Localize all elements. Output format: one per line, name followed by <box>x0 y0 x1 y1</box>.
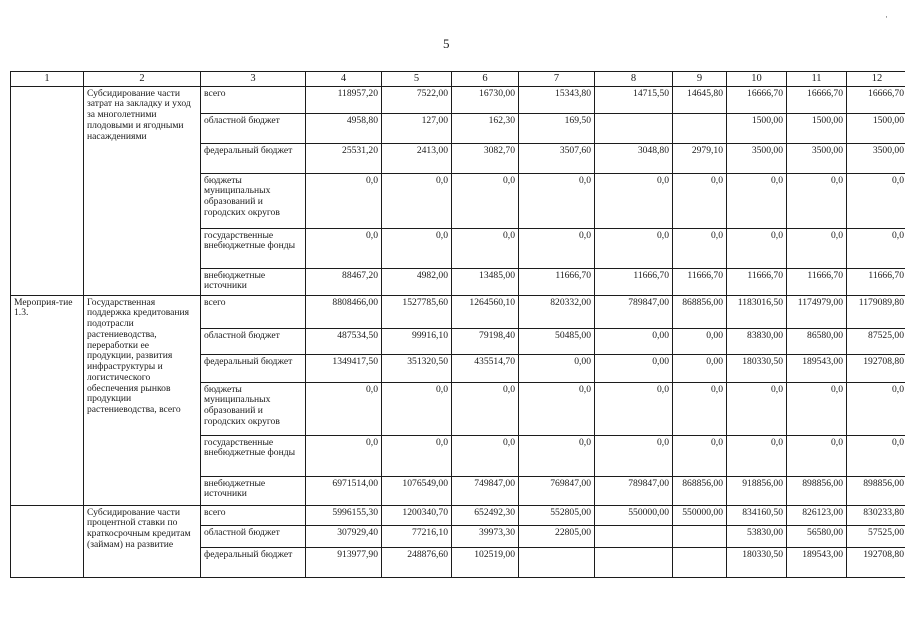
measure-title: Государственная поддержка кредитования подотрасли растениеводства, переработки ее продукции, развития инфраструктуры и логистического обеспечения рынков продукции растениеводства, всего <box>84 295 201 505</box>
value-cell: 25531,20 <box>306 143 382 173</box>
value-cell: 0,0 <box>787 173 847 228</box>
funding-source: федеральный бюджет <box>201 143 306 173</box>
value-cell: 56580,00 <box>787 525 847 547</box>
value-cell: 3048,80 <box>595 143 673 173</box>
value-cell: 1500,00 <box>727 113 787 143</box>
funding-source: областной бюджет <box>201 328 306 354</box>
value-cell: 180330,50 <box>727 547 787 577</box>
value-cell: 0,0 <box>595 173 673 228</box>
value-cell <box>595 547 673 577</box>
table-body <box>11 72 905 578</box>
value-cell: 189543,00 <box>787 354 847 382</box>
value-cell: 15343,80 <box>519 86 595 113</box>
value-cell: 830233,80 <box>847 505 905 525</box>
value-cell: 3500,00 <box>847 143 905 173</box>
value-cell: 1264560,10 <box>452 295 519 328</box>
measure-title: Субсидирование части процентной ставки по краткосрочным кредитам (займам) на развитие <box>84 505 201 577</box>
budget-table <box>10 71 905 578</box>
value-cell: 2413,00 <box>382 143 452 173</box>
value-cell: 5996155,30 <box>306 505 382 525</box>
value-cell: 0,0 <box>787 228 847 268</box>
funding-source: всего <box>201 505 306 525</box>
value-cell: 1500,00 <box>787 113 847 143</box>
value-cell: 0,0 <box>306 173 382 228</box>
value-cell: 3507,60 <box>519 143 595 173</box>
value-cell: 307929,40 <box>306 525 382 547</box>
value-cell: 789847,00 <box>595 295 673 328</box>
funding-source: бюджеты муниципальных образований и городских округов <box>201 382 306 435</box>
col-header: 1 <box>11 72 84 87</box>
value-cell: 1349417,50 <box>306 354 382 382</box>
value-cell: 4982,00 <box>382 268 452 295</box>
measure-code: Мероприя-тие 1.3. <box>11 295 84 505</box>
value-cell: 0,00 <box>595 328 673 354</box>
value-cell: 820332,00 <box>519 295 595 328</box>
value-cell: 11666,70 <box>847 268 905 295</box>
table-row <box>11 295 905 328</box>
value-cell: 57525,00 <box>847 525 905 547</box>
value-cell: 102519,00 <box>452 547 519 577</box>
col-header: 7 <box>519 72 595 87</box>
value-cell: 913977,90 <box>306 547 382 577</box>
scan-speck: · <box>885 12 888 22</box>
value-cell: 118957,20 <box>306 86 382 113</box>
value-cell: 83830,00 <box>727 328 787 354</box>
value-cell: 0,0 <box>847 435 905 476</box>
page-number: 5 <box>443 36 450 51</box>
value-cell: 0,00 <box>673 328 727 354</box>
value-cell: 652492,30 <box>452 505 519 525</box>
value-cell: 1183016,50 <box>727 295 787 328</box>
value-cell <box>595 525 673 547</box>
value-cell: 0,0 <box>673 382 727 435</box>
value-cell: 1527785,60 <box>382 295 452 328</box>
value-cell: 39973,30 <box>452 525 519 547</box>
value-cell: 0,0 <box>673 228 727 268</box>
value-cell: 0,0 <box>519 173 595 228</box>
value-cell: 552805,00 <box>519 505 595 525</box>
value-cell: 0,0 <box>452 173 519 228</box>
col-header: 9 <box>673 72 727 87</box>
value-cell: 3500,00 <box>787 143 847 173</box>
value-cell: 14715,50 <box>595 86 673 113</box>
funding-source: областной бюджет <box>201 525 306 547</box>
col-header: 12 <box>847 72 905 87</box>
value-cell: 2979,10 <box>673 143 727 173</box>
value-cell: 11666,70 <box>673 268 727 295</box>
value-cell: 11666,70 <box>595 268 673 295</box>
measure-code <box>11 86 84 295</box>
value-cell: 0,0 <box>382 173 452 228</box>
value-cell: 0,0 <box>382 228 452 268</box>
value-cell: 3500,00 <box>727 143 787 173</box>
value-cell: 0,0 <box>519 435 595 476</box>
value-cell: 7522,00 <box>382 86 452 113</box>
value-cell <box>673 525 727 547</box>
value-cell: 918856,00 <box>727 476 787 505</box>
value-cell: 11666,70 <box>787 268 847 295</box>
value-cell: 0,00 <box>673 354 727 382</box>
col-header: 6 <box>452 72 519 87</box>
value-cell: 16730,00 <box>452 86 519 113</box>
value-cell: 749847,00 <box>452 476 519 505</box>
value-cell: 0,0 <box>306 382 382 435</box>
value-cell: 351320,50 <box>382 354 452 382</box>
value-cell: 6971514,00 <box>306 476 382 505</box>
value-cell: 192708,80 <box>847 354 905 382</box>
value-cell: 0,0 <box>452 382 519 435</box>
value-cell: 0,0 <box>519 382 595 435</box>
value-cell: 0,0 <box>787 435 847 476</box>
value-cell <box>673 113 727 143</box>
value-cell: 769847,00 <box>519 476 595 505</box>
value-cell: 0,0 <box>452 228 519 268</box>
value-cell: 1200340,70 <box>382 505 452 525</box>
value-cell: 435514,70 <box>452 354 519 382</box>
table-row <box>11 505 905 525</box>
value-cell: 898856,00 <box>787 476 847 505</box>
funding-source: всего <box>201 295 306 328</box>
value-cell: 898856,00 <box>847 476 905 505</box>
value-cell: 0,00 <box>519 354 595 382</box>
funding-source: бюджеты муниципальных образований и городских округов <box>201 173 306 228</box>
value-cell: 0,0 <box>847 382 905 435</box>
table-row <box>11 86 905 113</box>
value-cell: 0,0 <box>382 435 452 476</box>
value-cell: 0,0 <box>382 382 452 435</box>
measure-title: Субсидирование части затрат на закладку и уход за многолетними плодовыми и ягодными насаждениями <box>84 86 201 295</box>
value-cell: 0,0 <box>727 228 787 268</box>
value-cell: 87525,00 <box>847 328 905 354</box>
value-cell: 826123,00 <box>787 505 847 525</box>
funding-source: государственные внебюджетные фонды <box>201 228 306 268</box>
funding-source: государственные внебюджетные фонды <box>201 435 306 476</box>
col-header: 8 <box>595 72 673 87</box>
value-cell: 550000,00 <box>595 505 673 525</box>
value-cell: 0,0 <box>306 435 382 476</box>
value-cell: 8808466,00 <box>306 295 382 328</box>
value-cell: 1174979,00 <box>787 295 847 328</box>
value-cell: 86580,00 <box>787 328 847 354</box>
value-cell: 0,0 <box>306 228 382 268</box>
value-cell: 1179089,80 <box>847 295 905 328</box>
value-cell: 0,0 <box>787 382 847 435</box>
col-header: 4 <box>306 72 382 87</box>
value-cell: 0,0 <box>595 382 673 435</box>
funding-source: внебюджетные источники <box>201 268 306 295</box>
value-cell: 189543,00 <box>787 547 847 577</box>
value-cell: 88467,20 <box>306 268 382 295</box>
funding-source: всего <box>201 86 306 113</box>
value-cell: 16666,70 <box>847 86 905 113</box>
value-cell: 169,50 <box>519 113 595 143</box>
value-cell: 868856,00 <box>673 295 727 328</box>
value-cell: 3082,70 <box>452 143 519 173</box>
value-cell: 11666,70 <box>519 268 595 295</box>
value-cell: 13485,00 <box>452 268 519 295</box>
value-cell: 0,0 <box>673 435 727 476</box>
value-cell: 1500,00 <box>847 113 905 143</box>
value-cell: 22805,00 <box>519 525 595 547</box>
value-cell: 4958,80 <box>306 113 382 143</box>
value-cell: 0,0 <box>727 173 787 228</box>
header-row <box>11 72 905 87</box>
value-cell <box>673 547 727 577</box>
value-cell: 0,0 <box>519 228 595 268</box>
value-cell: 487534,50 <box>306 328 382 354</box>
value-cell: 77216,10 <box>382 525 452 547</box>
value-cell: 162,30 <box>452 113 519 143</box>
value-cell: 0,0 <box>595 435 673 476</box>
funding-source: внебюджетные источники <box>201 476 306 505</box>
value-cell: 868856,00 <box>673 476 727 505</box>
col-header: 2 <box>84 72 201 87</box>
value-cell: 0,0 <box>847 173 905 228</box>
value-cell <box>595 113 673 143</box>
value-cell: 127,00 <box>382 113 452 143</box>
value-cell: 99916,10 <box>382 328 452 354</box>
value-cell: 16666,70 <box>787 86 847 113</box>
col-header: 11 <box>787 72 847 87</box>
value-cell: 0,0 <box>452 435 519 476</box>
measure-code <box>11 505 84 577</box>
value-cell: 0,0 <box>595 228 673 268</box>
value-cell <box>519 547 595 577</box>
value-cell: 11666,70 <box>727 268 787 295</box>
value-cell: 1076549,00 <box>382 476 452 505</box>
value-cell: 53830,00 <box>727 525 787 547</box>
col-header: 10 <box>727 72 787 87</box>
value-cell: 16666,70 <box>727 86 787 113</box>
value-cell: 550000,00 <box>673 505 727 525</box>
value-cell: 79198,40 <box>452 328 519 354</box>
col-header: 5 <box>382 72 452 87</box>
value-cell: 789847,00 <box>595 476 673 505</box>
value-cell: 180330,50 <box>727 354 787 382</box>
funding-source: федеральный бюджет <box>201 547 306 577</box>
value-cell: 14645,80 <box>673 86 727 113</box>
funding-source: федеральный бюджет <box>201 354 306 382</box>
value-cell: 0,0 <box>727 435 787 476</box>
funding-source: областной бюджет <box>201 113 306 143</box>
value-cell: 834160,50 <box>727 505 787 525</box>
value-cell: 248876,60 <box>382 547 452 577</box>
col-header: 3 <box>201 72 306 87</box>
value-cell: 0,0 <box>673 173 727 228</box>
value-cell: 50485,00 <box>519 328 595 354</box>
value-cell: 0,0 <box>847 228 905 268</box>
value-cell: 0,00 <box>595 354 673 382</box>
value-cell: 0,0 <box>727 382 787 435</box>
value-cell: 192708,80 <box>847 547 905 577</box>
